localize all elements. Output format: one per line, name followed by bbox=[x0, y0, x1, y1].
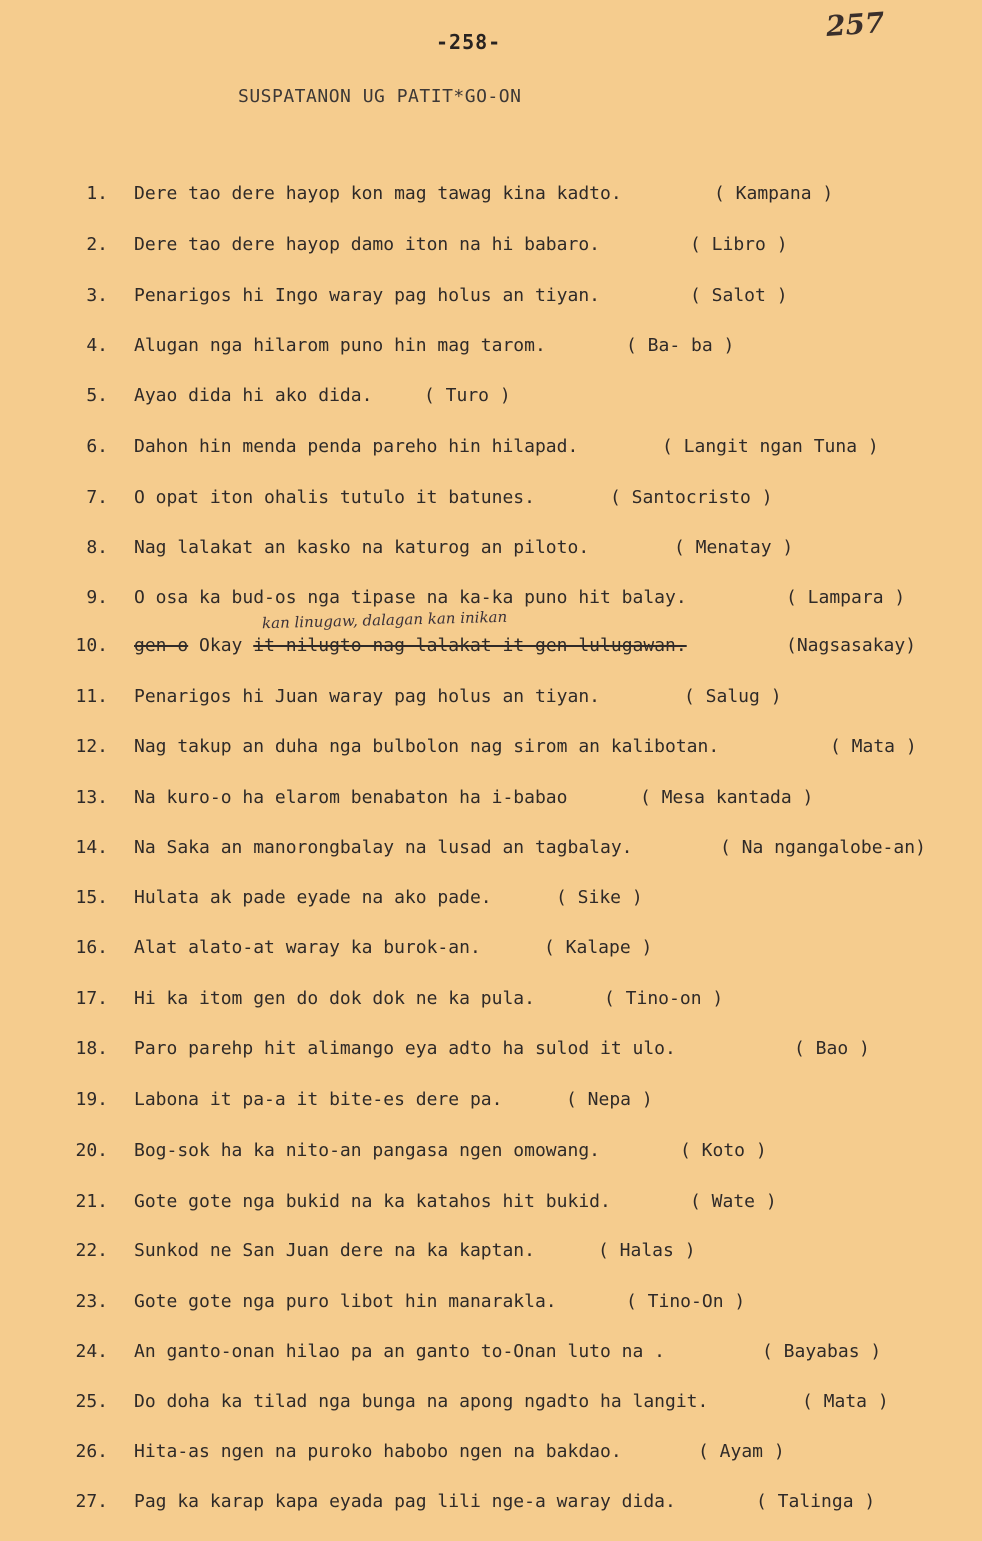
item-number: 11. bbox=[75, 686, 108, 707]
page-title: SUSPATANON UG PATIT*GO-ON bbox=[238, 86, 522, 107]
item-number: 1. bbox=[86, 183, 108, 204]
item-number: 14. bbox=[75, 837, 108, 858]
item-number: 20. bbox=[75, 1140, 108, 1161]
item-number: 19. bbox=[75, 1089, 108, 1110]
riddle-item bbox=[0, 1191, 982, 1221]
riddle-text: Paro parehp hit alimango eya adto ha sulod it ulo. bbox=[134, 1038, 676, 1059]
riddle-answer: (Nagsasakay) bbox=[786, 635, 917, 656]
item-number: 16. bbox=[75, 937, 108, 958]
riddle-text: Do doha ka tilad nga bunga na apong ngadto ha langit. bbox=[134, 1391, 709, 1412]
riddle-answer: ( Halas ) bbox=[598, 1240, 696, 1261]
item-number: 5. bbox=[86, 385, 108, 406]
item-number: 21. bbox=[75, 1191, 108, 1212]
riddle-item bbox=[0, 988, 982, 1018]
item-number: 26. bbox=[75, 1441, 108, 1462]
item-number: 3. bbox=[86, 285, 108, 306]
riddle-item bbox=[0, 635, 982, 665]
item-number: 24. bbox=[75, 1341, 108, 1362]
riddle-answer: ( Lampara ) bbox=[786, 587, 906, 608]
riddle-answer: ( Mata ) bbox=[830, 736, 917, 757]
riddle-answer: ( Na ngangalobe-an) bbox=[720, 837, 926, 858]
page-number: -258- bbox=[436, 30, 502, 54]
item-number: 27. bbox=[75, 1491, 108, 1512]
riddle-text: Penarigos hi Juan waray pag holus an tiyan. bbox=[134, 686, 600, 707]
item-number: 10. bbox=[75, 635, 108, 656]
riddle-text: Nag takup an duha nga bulbolon nag sirom an kalibotan. bbox=[134, 736, 720, 757]
riddle-item bbox=[0, 887, 982, 917]
riddle-answer: ( Mata ) bbox=[802, 1391, 889, 1412]
riddle-item bbox=[0, 1038, 982, 1068]
struck-text: it-nilugto nag lalakat it gen lulugawan. bbox=[253, 635, 687, 656]
item-number: 8. bbox=[86, 537, 108, 558]
item-number: 2. bbox=[86, 234, 108, 255]
item-number: 9. bbox=[86, 587, 108, 608]
struck-text: gen-o bbox=[134, 635, 189, 656]
handwritten-page-number: 257 bbox=[824, 6, 886, 43]
riddle-item bbox=[0, 1391, 982, 1421]
item-number: 15. bbox=[75, 887, 108, 908]
riddle-text: Alugan nga hilarom puno hin mag tarom. bbox=[134, 335, 546, 356]
riddle-text: Na Saka an manorongbalay na lusad an tagbalay. bbox=[134, 837, 633, 858]
riddle-item bbox=[0, 436, 982, 466]
riddle-text bbox=[134, 635, 687, 656]
riddle-item bbox=[0, 587, 982, 617]
riddle-item bbox=[0, 385, 982, 415]
riddle-item bbox=[0, 1140, 982, 1170]
riddle-answer: ( Bao ) bbox=[794, 1038, 870, 1059]
item-number: 6. bbox=[86, 436, 108, 457]
riddle-answer: ( Ba- ba ) bbox=[626, 335, 735, 356]
riddle-answer: ( Kalape ) bbox=[544, 937, 653, 958]
item-number: 12. bbox=[75, 736, 108, 757]
riddle-answer: ( Libro ) bbox=[690, 234, 788, 255]
riddle-text: Hita-as ngen na puroko habobo ngen na bakdao. bbox=[134, 1441, 622, 1462]
riddle-text: Gote gote nga puro libot hin manarakla. bbox=[134, 1291, 557, 1312]
riddle-text: An ganto-onan hilao pa an ganto to-Onan luto na . bbox=[134, 1341, 666, 1362]
riddle-item bbox=[0, 1240, 982, 1270]
riddle-answer: ( Bayabas ) bbox=[762, 1341, 882, 1362]
riddle-answer: ( Tino-on ) bbox=[604, 988, 724, 1009]
riddle-text: Sunkod ne San Juan dere na ka kaptan. bbox=[134, 1240, 535, 1261]
riddle-item bbox=[0, 837, 982, 867]
riddle-item bbox=[0, 736, 982, 766]
riddle-item bbox=[0, 787, 982, 817]
riddle-text: Nag lalakat an kasko na katurog an piloto. bbox=[134, 537, 590, 558]
item-number: 18. bbox=[75, 1038, 108, 1059]
riddle-text: Hi ka itom gen do dok dok ne ka pula. bbox=[134, 988, 535, 1009]
riddle-item bbox=[0, 285, 982, 315]
riddle-text: Na kuro-o ha elarom benabaton ha i-babao bbox=[134, 787, 568, 808]
item-number: 4. bbox=[86, 335, 108, 356]
riddle-answer: ( Santocristo ) bbox=[610, 487, 773, 508]
item-number: 13. bbox=[75, 787, 108, 808]
riddle-text: O osa ka bud-os nga tipase na ka-ka puno hit balay. bbox=[134, 587, 687, 608]
item-number: 22. bbox=[75, 1240, 108, 1261]
riddle-text: Gote gote nga bukid na ka katahos hit bukid. bbox=[134, 1191, 611, 1212]
riddle-answer: ( Salot ) bbox=[690, 285, 788, 306]
riddle-text: Bog-sok ha ka nito-an pangasa ngen omowang. bbox=[134, 1140, 600, 1161]
riddle-answer: ( Salug ) bbox=[684, 686, 782, 707]
riddle-item bbox=[0, 335, 982, 365]
riddle-text: Penarigos hi Ingo waray pag holus an tiyan. bbox=[134, 285, 600, 306]
riddle-item bbox=[0, 1341, 982, 1371]
riddle-answer: ( Turo ) bbox=[424, 385, 511, 406]
riddle-answer: ( Langit ngan Tuna ) bbox=[662, 436, 879, 457]
riddle-text: O opat iton ohalis tutulo it batunes. bbox=[134, 487, 535, 508]
riddle-item bbox=[0, 937, 982, 967]
riddle-item bbox=[0, 183, 982, 213]
riddle-text: Dere tao dere hayop kon mag tawag kina kadto. bbox=[134, 183, 622, 204]
handwritten-insertion: kan linugaw, dalagan kan inikan bbox=[261, 607, 508, 633]
riddle-item bbox=[0, 537, 982, 567]
riddle-text: Pag ka karap kapa eyada pag lili nge-a waray dida. bbox=[134, 1491, 676, 1512]
riddle-answer: ( Sike ) bbox=[556, 887, 643, 908]
item-number: 23. bbox=[75, 1291, 108, 1312]
riddle-answer: ( Wate ) bbox=[690, 1191, 777, 1212]
item-number: 17. bbox=[75, 988, 108, 1009]
riddle-answer: ( Talinga ) bbox=[756, 1491, 876, 1512]
riddle-item bbox=[0, 1491, 982, 1521]
kept-text: Okay bbox=[199, 635, 243, 656]
riddle-answer: ( Mesa kantada ) bbox=[640, 787, 814, 808]
riddle-item bbox=[0, 1089, 982, 1119]
riddle-text: Labona it pa-a it bite-es dere pa. bbox=[134, 1089, 503, 1110]
item-number: 25. bbox=[75, 1391, 108, 1412]
riddle-item bbox=[0, 234, 982, 264]
riddle-text: Dahon hin menda penda pareho hin hilapad. bbox=[134, 436, 579, 457]
riddle-item bbox=[0, 686, 982, 716]
riddle-answer: ( Nepa ) bbox=[566, 1089, 653, 1110]
riddle-text: Ayao dida hi ako dida. bbox=[134, 385, 373, 406]
riddle-text: Alat alato-at waray ka burok-an. bbox=[134, 937, 481, 958]
riddle-answer: ( Ayam ) bbox=[698, 1441, 785, 1462]
riddle-answer: ( Tino-On ) bbox=[626, 1291, 746, 1312]
riddle-text: Hulata ak pade eyade na ako pade. bbox=[134, 887, 492, 908]
riddle-item bbox=[0, 1441, 982, 1471]
riddle-item bbox=[0, 1291, 982, 1321]
riddle-answer: ( Koto ) bbox=[680, 1140, 767, 1161]
item-number: 7. bbox=[86, 487, 108, 508]
riddle-text: Dere tao dere hayop damo iton na hi babaro. bbox=[134, 234, 600, 255]
riddle-answer: ( Kampana ) bbox=[714, 183, 834, 204]
riddle-item bbox=[0, 487, 982, 517]
riddle-answer: ( Menatay ) bbox=[674, 537, 794, 558]
